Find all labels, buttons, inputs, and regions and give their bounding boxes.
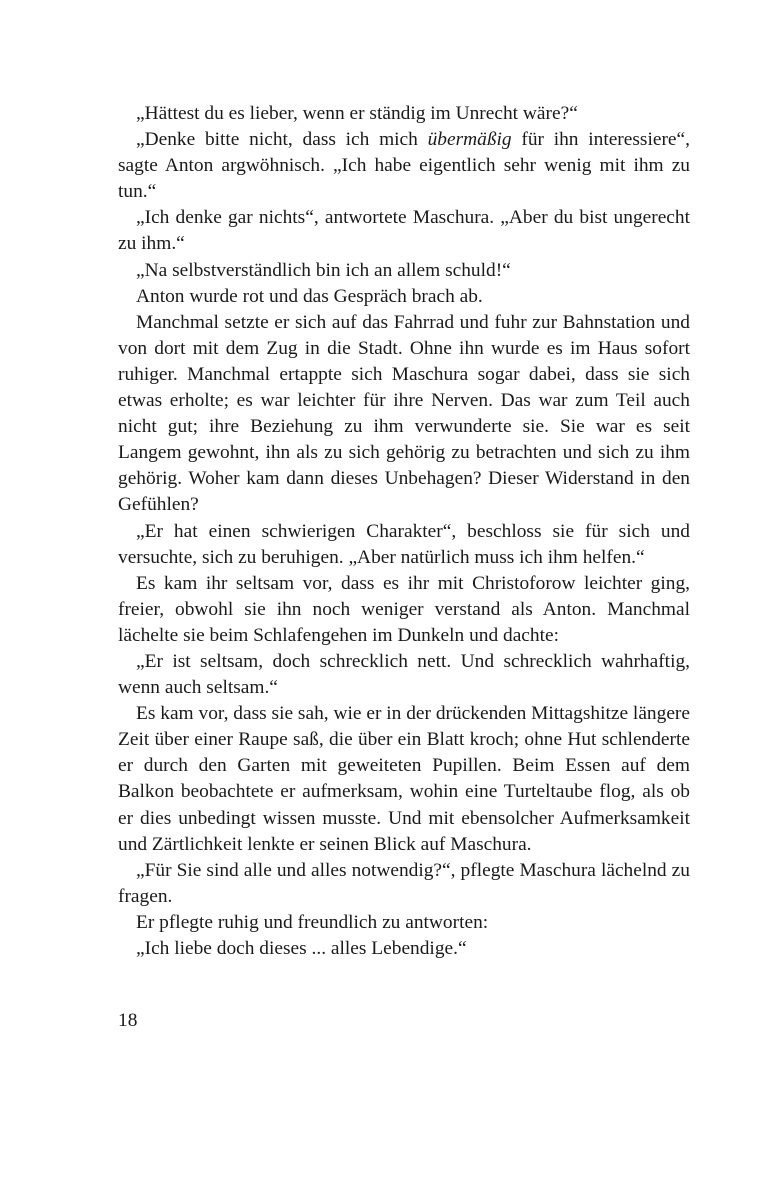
emphasized-word: übermäßig <box>427 129 512 151</box>
paragraph: „Er ist seltsam, doch schrecklich nett. Und schrecklich wahrhaftig, wenn auch seltsam.“ <box>118 650 690 699</box>
paragraph: Es kam vor, dass sie sah, wie er in der drückenden Mittagshitze längere Zeit über einer Raupe saß, die über ein Blatt kroch; ohne Hut schlenderte er durch den Garten mit geweiteten Pupillen. Beim Essen auf dem Balkon beobachtete er aufmerksam, wohin eine Turteltaube flog, als ob er dies unbedingt wissen musste. Und mit ebensolcher Aufmerksamkeit und Zärtlichkeit lenkte er seinen Blick auf Maschura. <box>118 703 690 855</box>
paragraph: Es kam ihr seltsam vor, dass es ihr mit Christoforow leichter ging, freier, obwohl sie ihn noch weniger verstand als Anton. Manchmal lächelte sie beim Schlafengehen im Dunkeln und dachte: <box>118 572 690 646</box>
paragraph <box>118 127 690 205</box>
page-number: 18 <box>118 1010 138 1031</box>
paragraph: „Für Sie sind alle und alles notwendig?“, pflegte Maschura lächelnd zu fragen. <box>118 859 690 907</box>
paragraph: „Na selbstverständlich bin ich an allem schuld!“ <box>136 259 511 281</box>
paragraph: „Er hat einen schwierigen Charakter“, beschloss sie für sich und versuchte, sich zu beruhigen. „Aber natürlich muss ich ihm helfen.“ <box>118 520 690 568</box>
paragraph: Anton wurde rot und das Gespräch brach ab. <box>136 285 483 307</box>
paragraph: „Ich liebe doch dieses ... alles Lebendige.“ <box>136 938 467 959</box>
body-text <box>118 101 690 962</box>
paragraph: „Ich denke gar nichts“, antwortete Maschura. „Aber du bist ungerecht zu ihm.“ <box>118 207 690 255</box>
paragraph: Er pflegte ruhig und freundlich zu antworten: <box>136 911 489 933</box>
paragraph-text: „Denke bitte nicht, dass ich mich <box>136 129 428 151</box>
paragraph: „Hättest du es lieber, wenn er ständig im Unrecht wäre?“ <box>136 103 578 124</box>
paragraph-text: für ihn interessiere“, sagte Anton argwöhnisch. „Ich habe eigentlich sehr wenig mit ihm zu tun.“ <box>118 129 690 203</box>
paragraph: Manchmal setzte er sich auf das Fahrrad und fuhr zur Bahnstation und von dort mit dem Zug in die Stadt. Ohne ihn wurde es im Haus sofort ruhiger. Manchmal ertappte sich Maschura sogar dabei, dass sie sich etwas erholte; es war leichter für ihre Nerven. Das war zum Teil auch nicht gut; ihre Beziehung zu ihm verwunderte sie. Sie war es seit Langem gewohnt, ihn als zu sich gehörig zu betrachten und sich zu ihm gehörig. Woher kam dann dieses Unbehagen? Dieser Widerstand in den Gefühlen? <box>118 311 690 516</box>
